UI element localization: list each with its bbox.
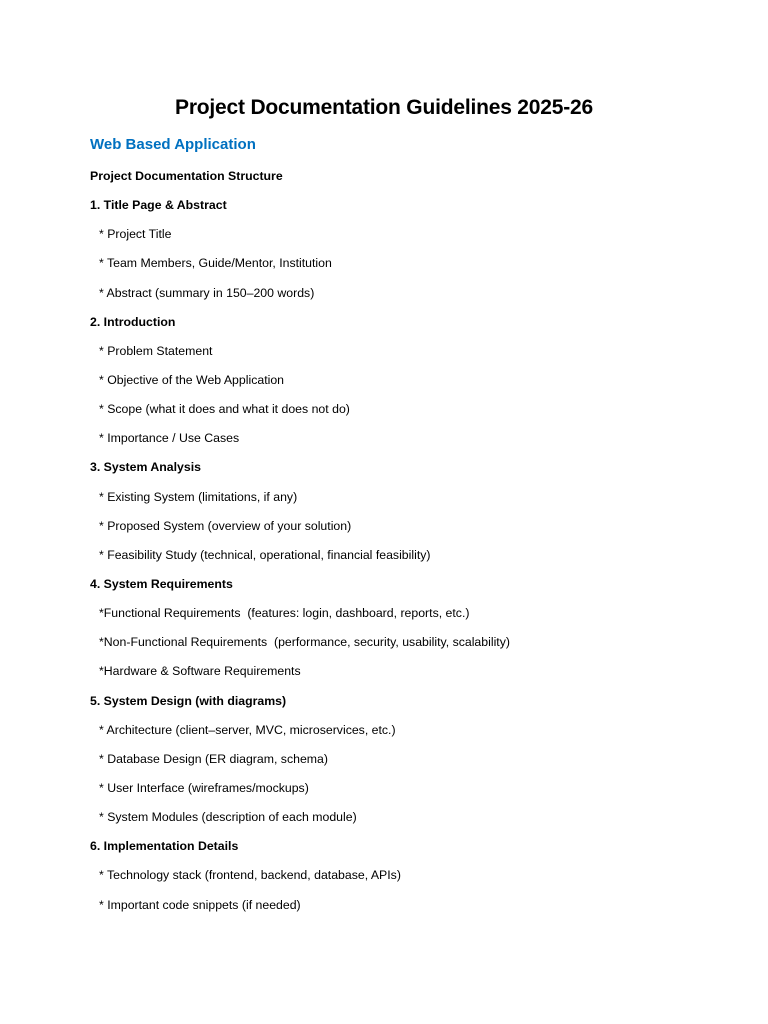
bullet-item: * Important code snippets (if needed) (99, 897, 301, 912)
bullet-item: * Existing System (limitations, if any) (99, 489, 298, 504)
section-heading: Project Documentation Structure (90, 169, 283, 183)
bullet-item: * Database Design (ER diagram, schema) (99, 751, 328, 766)
bullet-item: * Importance / Use Cases (99, 431, 240, 446)
bullet-item: * Abstract (summary in 150–200 words) (99, 285, 315, 300)
bullet-item: * Objective of the Web Application (99, 372, 285, 387)
document-body (0, 167, 768, 925)
bullet-item: * Team Members, Guide/Mentor, Institution (99, 256, 332, 271)
bullet-item: * Problem Statement (99, 343, 213, 358)
page-title: Project Documentation Guidelines 2025-26 (175, 96, 593, 119)
bullet-item: * Scope (what it does and what it does not do) (99, 402, 350, 417)
section-heading: 4. System Requirements (90, 576, 233, 591)
section-heading: 2. Introduction (90, 314, 176, 329)
bullet-item: *Hardware & Software Requirements (99, 664, 301, 679)
bullet-item: * Architecture (client–server, MVC, microservices, etc.) (99, 722, 396, 737)
section-heading: 6. Implementation Details (90, 839, 239, 854)
bullet-item: * Proposed System (overview of your solution) (99, 518, 352, 533)
bullet-item: * System Modules (description of each module) (99, 810, 357, 825)
bullet-item: * Project Title (99, 227, 172, 242)
bullet-item: * Feasibility Study (technical, operational, financial feasibility) (99, 547, 431, 562)
section-heading: 1. Title Page & Abstract (90, 198, 227, 213)
bullet-item: * Technology stack (frontend, backend, database, APIs) (99, 868, 401, 883)
section-heading: 5. System Design (with diagrams) (90, 693, 287, 708)
bullet-item: *Functional Requirements (features: login, dashboard, reports, etc.) (99, 606, 470, 621)
section-subtitle: Web Based Application (90, 136, 256, 153)
bullet-item: *Non-Functional Requirements (performance, security, usability, scalability) (99, 635, 510, 650)
section-heading: 3. System Analysis (90, 460, 201, 475)
bullet-item: * User Interface (wireframes/mockups) (99, 780, 309, 795)
